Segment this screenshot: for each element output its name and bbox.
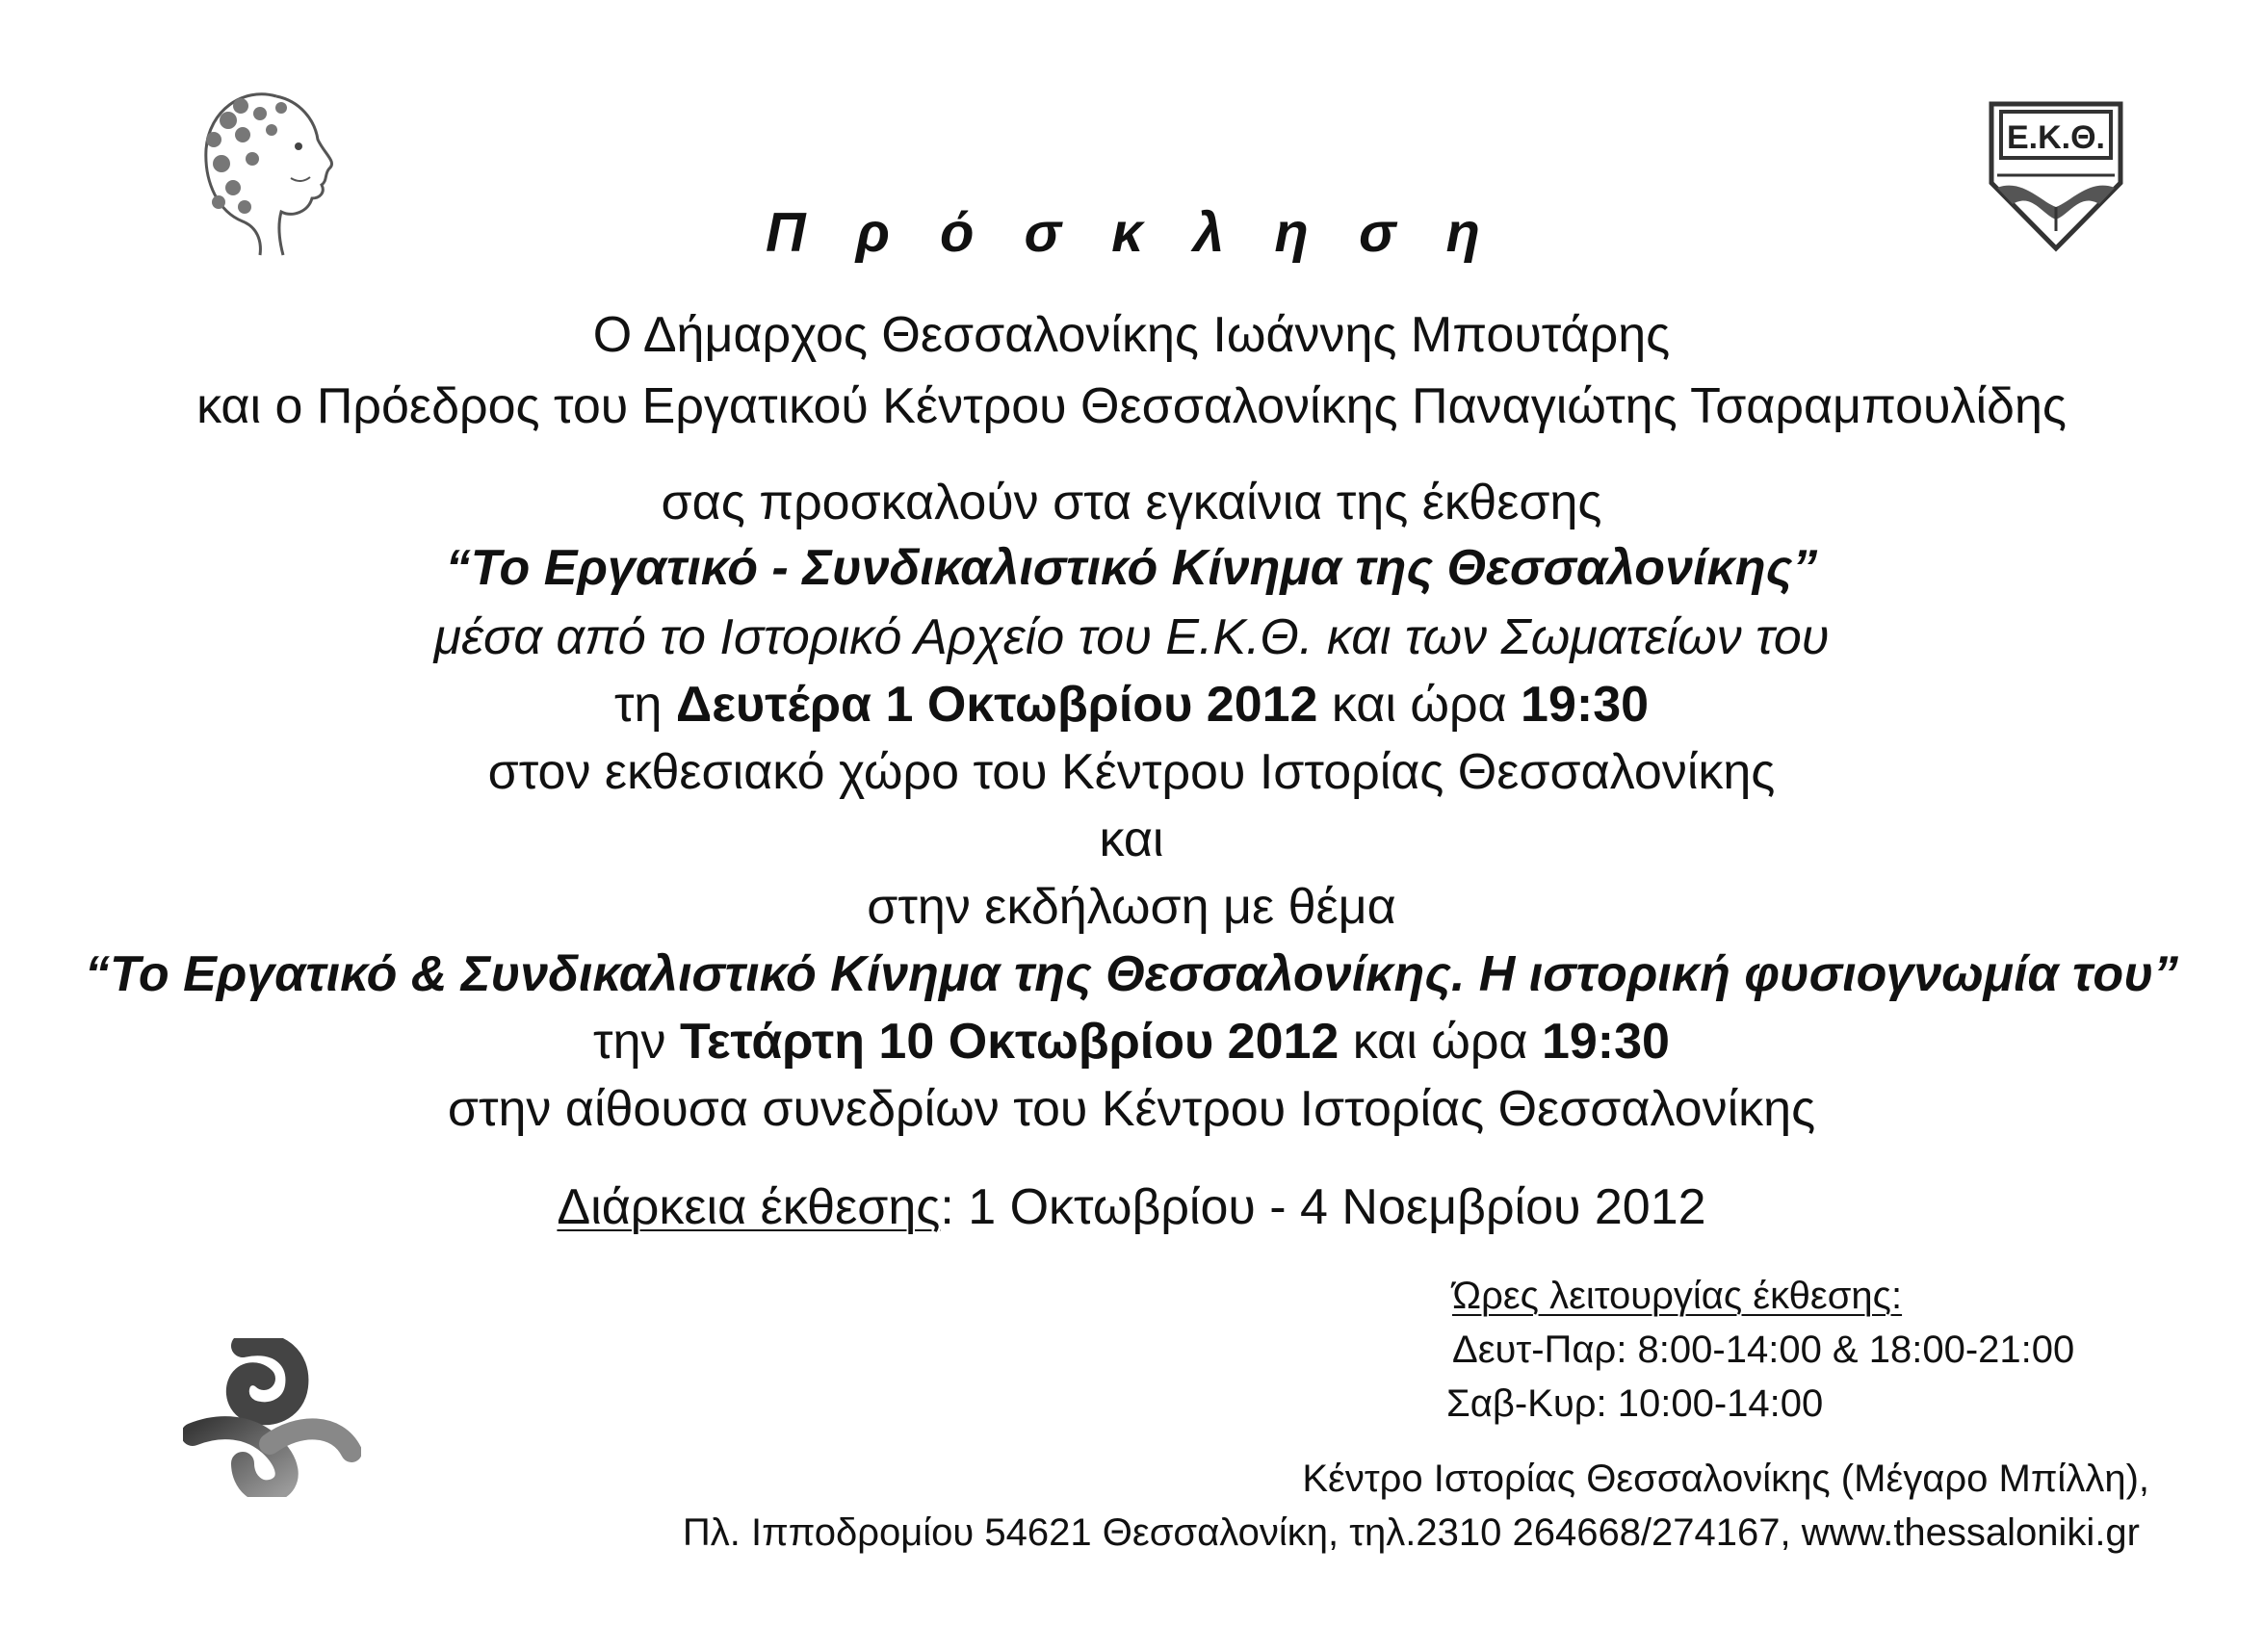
- event-time: 19:30: [1541, 1014, 1670, 1070]
- address-line-1: Κέντρο Ιστορίας Θεσσαλονίκης (Μέγαρο Μπίλλη),: [1302, 1458, 2149, 1500]
- exhibition-datetime: [0, 676, 2263, 734]
- address-line-2: Πλ. Ιπποδρομίου 54621 Θεσσαλονίκη, τηλ.2310 264668/274167, www.thessaloniki.gr: [682, 1511, 2140, 1554]
- event-date-prefix: την: [593, 1014, 680, 1070]
- event-time-prefix: και ώρα: [1339, 1014, 1542, 1070]
- hosts-line-1: Ο Δήμαρχος Θεσσαλονίκης Ιωάννης Μπουτάρης: [592, 307, 1671, 363]
- exhibition-date: Δευτέρα 1 Οκτωβρίου 2012: [675, 677, 1318, 733]
- conjunction: και: [1099, 812, 1164, 867]
- opening-hours-weekend: Σαβ-Κυρ: 10:00-14:00: [1446, 1382, 1824, 1425]
- exhibition-time-prefix: και ώρα: [1317, 677, 1522, 733]
- event-name: “Το Εργατικό & Συνδικαλιστικό Κίνημα της Θεσσαλονίκης. Η ιστορική φυσιογνωμία του”: [85, 946, 2178, 1002]
- opening-hours-weekdays: Δευτ-Παρ: 8:00-14:00 & 18:00-21:00: [1452, 1329, 2075, 1371]
- exhibition-intro: σας προσκαλούν στα εγκαίνια της έκθεσης: [661, 475, 1602, 530]
- exhibition-name: “Το Εργατικό - Συνδικαλιστικό Κίνημα της Θεσσαλονίκης”: [445, 540, 1818, 596]
- exhibition-duration: [0, 1178, 2263, 1236]
- event-date: Τετάρτη 10 Οκτωβρίου 2012: [679, 1014, 1340, 1070]
- event-datetime: [0, 1013, 2263, 1071]
- duration-label: Διάρκεια έκθεσης: [557, 1179, 941, 1235]
- theta-ribbon-logo: [183, 1338, 361, 1497]
- ekth-logo-text: Ε.Κ.Θ.: [2006, 119, 2106, 156]
- event-intro: στην εκδήλωση με θέμα: [867, 879, 1396, 935]
- event-venue: στην αίθουσα συνεδρίων του Κέντρου Ιστορίας Θεσσαλονίκης: [447, 1081, 1816, 1137]
- exhibition-venue: στον εκθεσιακό χώρο του Κέντρου Ιστορίας Θεσσαλονίκης: [487, 744, 1776, 800]
- opening-hours-heading: Ώρες λειτουργίας έκθεσης:: [1452, 1275, 1903, 1317]
- duration-value: : 1 Οκτωβρίου - 4 Νοεμβρίου 2012: [940, 1179, 1706, 1235]
- exhibition-date-prefix: τη: [613, 677, 676, 733]
- exhibition-source: μέσα από το Ιστορικό Αρχείο του Ε.Κ.Θ. και των Σωματείων του: [433, 609, 1830, 665]
- exhibition-time: 19:30: [1521, 677, 1650, 733]
- page-title: Π ρ ό σ κ λ η σ η: [765, 201, 1497, 264]
- hosts-line-2: και ο Πρόεδρος του Εργατικού Κέντρου Θεσσαλονίκης Παναγιώτης Τσαραμπουλίδης: [196, 378, 2067, 434]
